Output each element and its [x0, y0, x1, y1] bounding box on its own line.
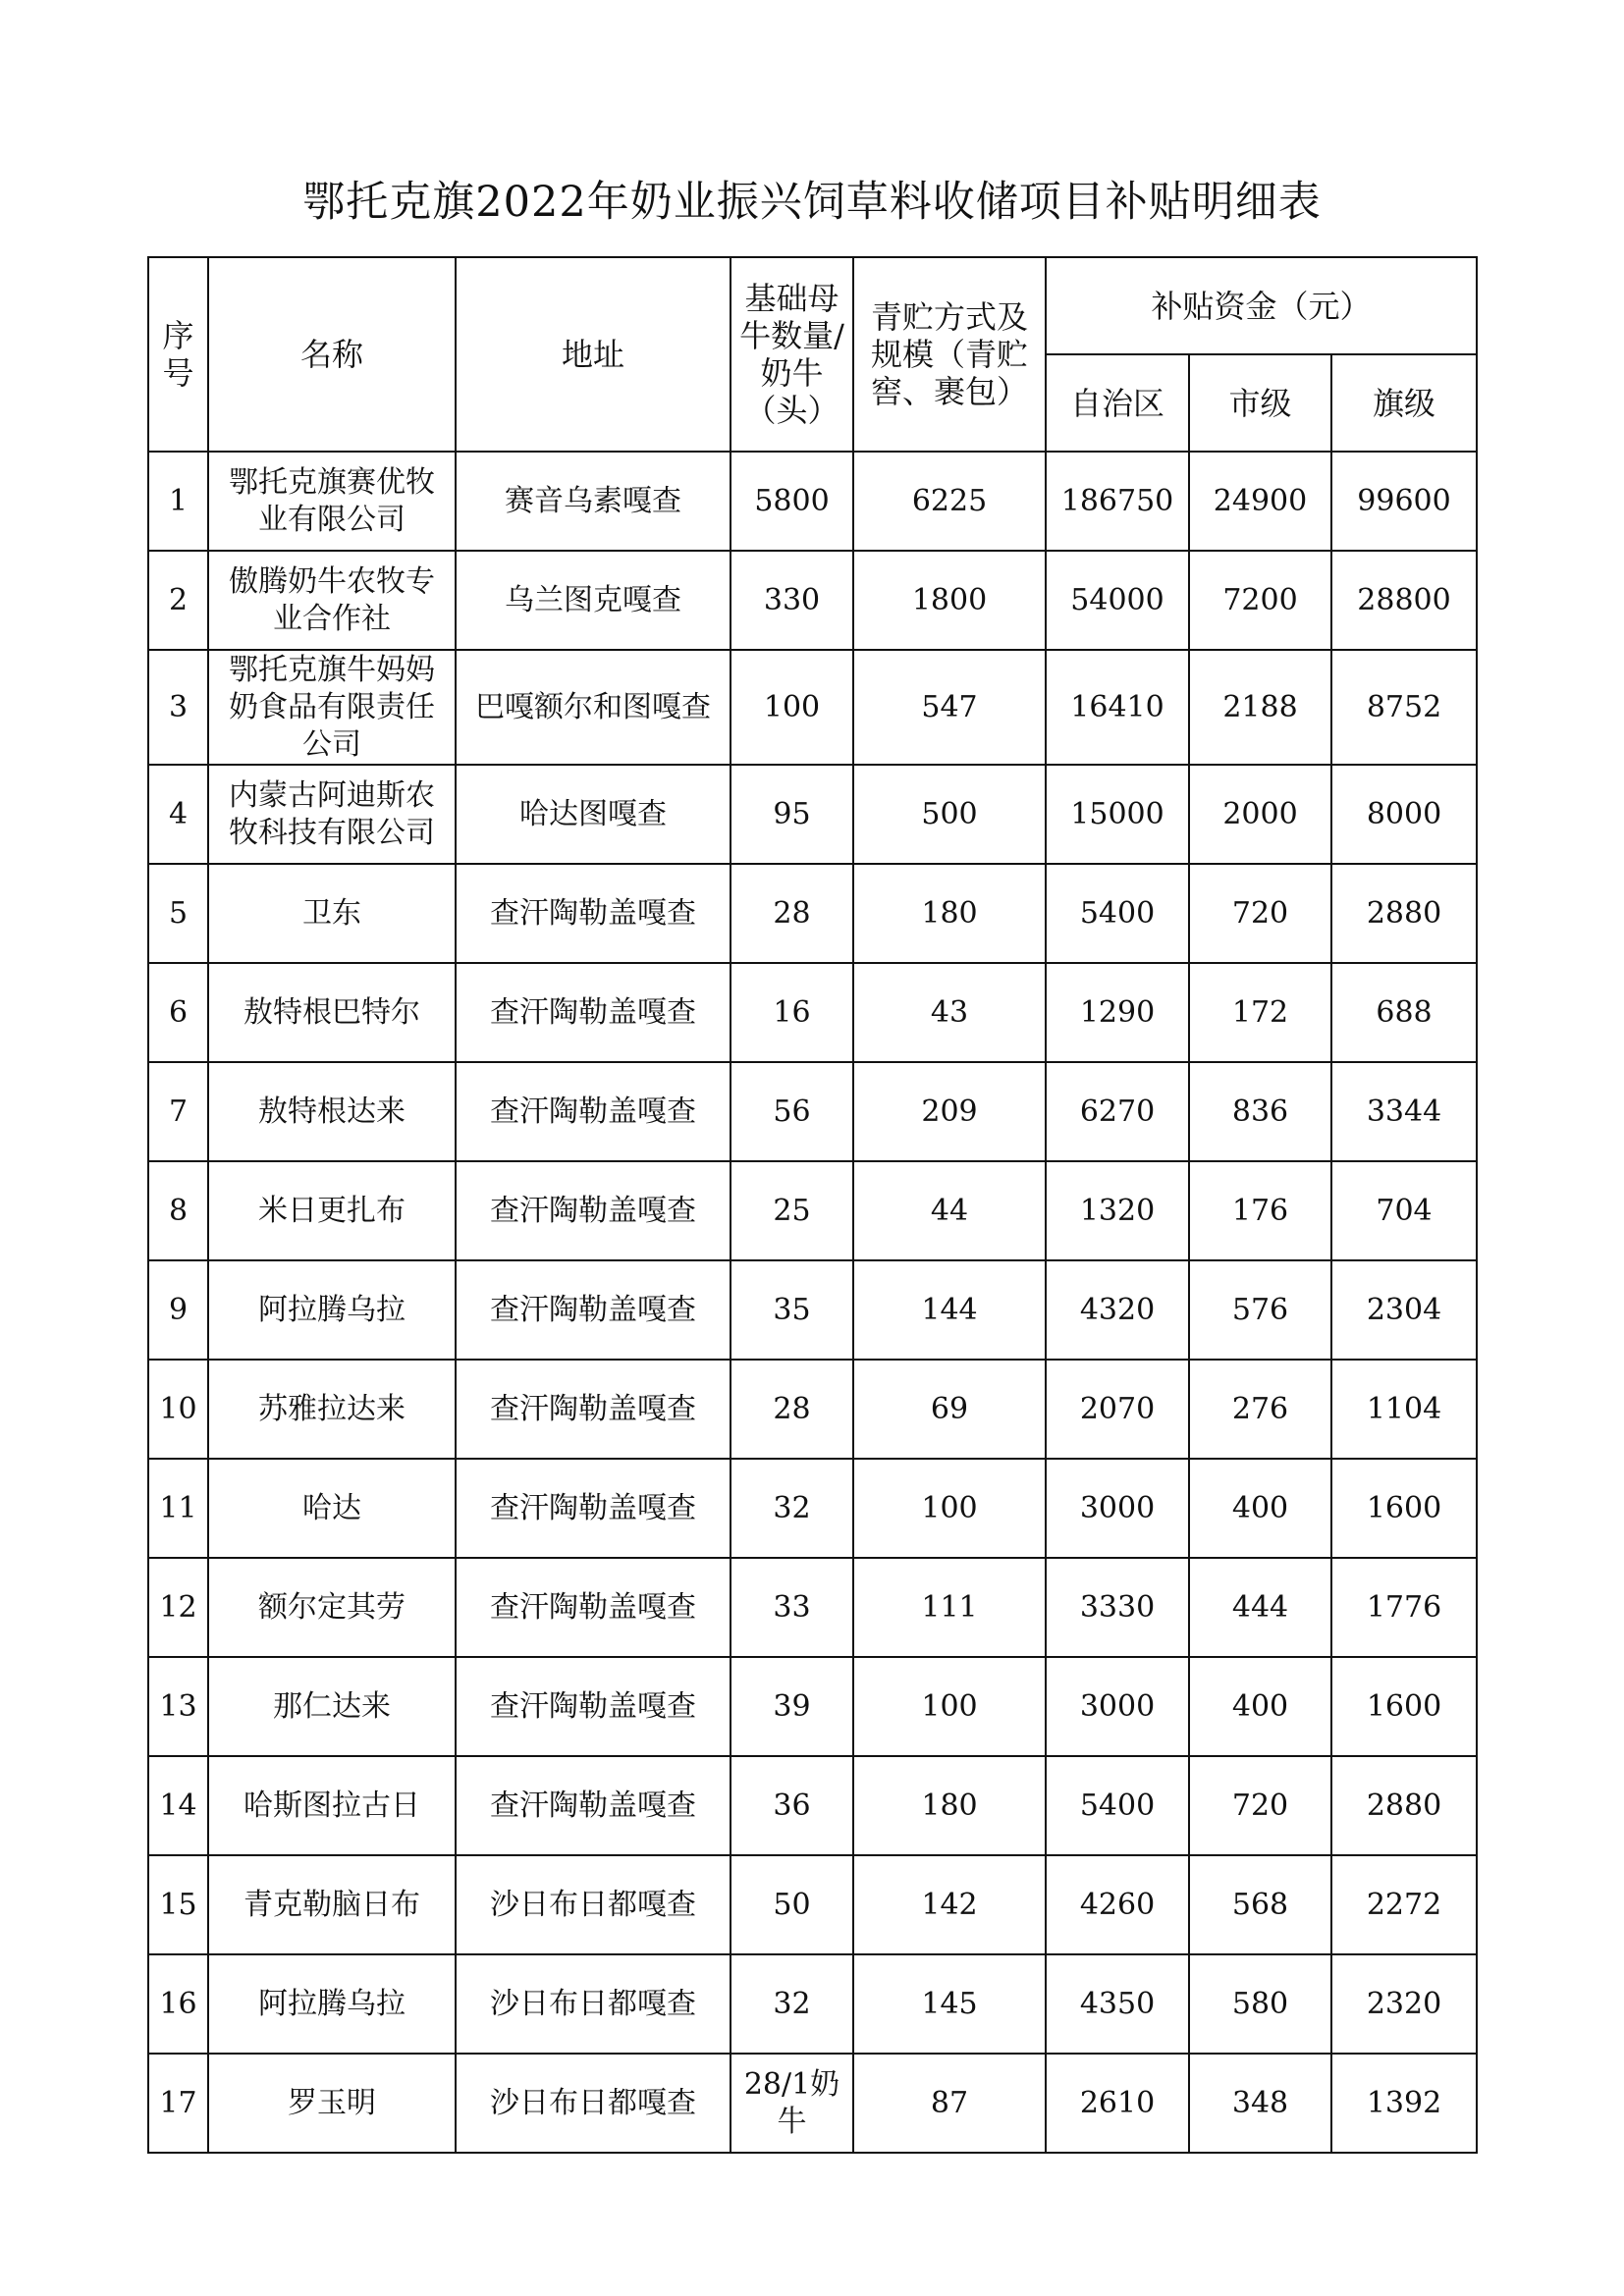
cell-storage: 180: [853, 1756, 1046, 1855]
cell-address: 查汗陶勒盖嘎查: [456, 1657, 731, 1756]
table-row: [148, 963, 1477, 1062]
cell-cows: 39: [731, 1657, 853, 1756]
cell-city: 2000: [1189, 765, 1331, 864]
header-cows: 基础母牛数量/奶牛（头）: [731, 257, 853, 452]
table-row: [148, 1360, 1477, 1459]
header-seq: 序号: [148, 257, 208, 452]
header-banner: 旗级: [1331, 354, 1477, 452]
cell-seq: 2: [148, 551, 208, 650]
cell-name: 敖特根达来: [208, 1062, 456, 1161]
table-body: [148, 452, 1477, 2153]
cell-cows: 32: [731, 1459, 853, 1558]
cell-storage: 69: [853, 1360, 1046, 1459]
cell-banner: 2880: [1331, 864, 1477, 963]
table-row: [148, 1459, 1477, 1558]
cell-banner: 1600: [1331, 1657, 1477, 1756]
table-row: [148, 1558, 1477, 1657]
cell-city: 720: [1189, 864, 1331, 963]
cell-address: 沙日布日都嘎查: [456, 1855, 731, 1954]
header-storage: 青贮方式及规模（青贮窖、裹包）: [853, 257, 1046, 452]
cell-name: 那仁达来: [208, 1657, 456, 1756]
cell-region: 4350: [1046, 1954, 1189, 2054]
cell-name: 阿拉腾乌拉: [208, 1260, 456, 1360]
header-region: 自治区: [1046, 354, 1189, 452]
cell-address: 沙日布日都嘎查: [456, 2054, 731, 2153]
cell-region: 2610: [1046, 2054, 1189, 2153]
cell-seq: 16: [148, 1954, 208, 2054]
cell-cows: 28: [731, 864, 853, 963]
cell-city: 24900: [1189, 452, 1331, 551]
cell-storage: 100: [853, 1657, 1046, 1756]
cell-cows: 33: [731, 1558, 853, 1657]
cell-address: 查汗陶勒盖嘎查: [456, 1062, 731, 1161]
cell-banner: 8000: [1331, 765, 1477, 864]
cell-name: 米日更扎布: [208, 1161, 456, 1260]
cell-banner: 1600: [1331, 1459, 1477, 1558]
cell-name: 傲腾奶牛农牧专业合作社: [208, 551, 456, 650]
cell-cows: 5800: [731, 452, 853, 551]
cell-city: 7200: [1189, 551, 1331, 650]
cell-cows: 36: [731, 1756, 853, 1855]
cell-cows: 35: [731, 1260, 853, 1360]
cell-region: 2070: [1046, 1360, 1189, 1459]
cell-address: 查汗陶勒盖嘎查: [456, 1558, 731, 1657]
cell-cows: 100: [731, 650, 853, 765]
cell-name: 哈斯图拉古日: [208, 1756, 456, 1855]
cell-banner: 688: [1331, 963, 1477, 1062]
header-address: 地址: [456, 257, 731, 452]
cell-region: 4320: [1046, 1260, 1189, 1360]
cell-region: 6270: [1046, 1062, 1189, 1161]
cell-storage: 6225: [853, 452, 1046, 551]
cell-banner: 1776: [1331, 1558, 1477, 1657]
cell-cows: 25: [731, 1161, 853, 1260]
table-row: [148, 452, 1477, 551]
cell-cows: 56: [731, 1062, 853, 1161]
cell-banner: 2880: [1331, 1756, 1477, 1855]
cell-storage: 1800: [853, 551, 1046, 650]
cell-seq: 11: [148, 1459, 208, 1558]
cell-name: 哈达: [208, 1459, 456, 1558]
cell-name: 鄂托克旗牛妈妈奶食品有限责任公司: [208, 650, 456, 765]
table-row: [148, 864, 1477, 963]
cell-region: 16410: [1046, 650, 1189, 765]
cell-banner: 99600: [1331, 452, 1477, 551]
cell-city: 400: [1189, 1459, 1331, 1558]
cell-seq: 6: [148, 963, 208, 1062]
cell-name: 额尔定其劳: [208, 1558, 456, 1657]
cell-name: 阿拉腾乌拉: [208, 1954, 456, 2054]
cell-storage: 87: [853, 2054, 1046, 2153]
table-row: [148, 650, 1477, 765]
table-row: [148, 1161, 1477, 1260]
cell-city: 2188: [1189, 650, 1331, 765]
cell-cows: 32: [731, 1954, 853, 2054]
header-city: 市级: [1189, 354, 1331, 452]
cell-city: 720: [1189, 1756, 1331, 1855]
cell-storage: 500: [853, 765, 1046, 864]
cell-name: 卫东: [208, 864, 456, 963]
table-row: [148, 1062, 1477, 1161]
cell-address: 查汗陶勒盖嘎查: [456, 1360, 731, 1459]
cell-address: 查汗陶勒盖嘎查: [456, 1260, 731, 1360]
cell-address: 哈达图嘎查: [456, 765, 731, 864]
cell-address: 查汗陶勒盖嘎查: [456, 1459, 731, 1558]
page-title: 鄂托克旗2022年奶业振兴饲草料收储项目补贴明细表: [302, 178, 1322, 227]
subsidy-table: [147, 256, 1478, 2154]
cell-name: 罗玉明: [208, 2054, 456, 2153]
cell-region: 1290: [1046, 963, 1189, 1062]
cell-address: 乌兰图克嘎查: [456, 551, 731, 650]
cell-seq: 14: [148, 1756, 208, 1855]
cell-seq: 17: [148, 2054, 208, 2153]
cell-city: 568: [1189, 1855, 1331, 1954]
cell-seq: 15: [148, 1855, 208, 1954]
cell-city: 836: [1189, 1062, 1331, 1161]
cell-cows: 50: [731, 1855, 853, 1954]
cell-cows: 95: [731, 765, 853, 864]
cell-name: 青克勒脑日布: [208, 1855, 456, 1954]
cell-storage: 100: [853, 1459, 1046, 1558]
cell-banner: 28800: [1331, 551, 1477, 650]
cell-seq: 5: [148, 864, 208, 963]
cell-region: 3330: [1046, 1558, 1189, 1657]
cell-storage: 209: [853, 1062, 1046, 1161]
cell-region: 3000: [1046, 1459, 1189, 1558]
cell-seq: 1: [148, 452, 208, 551]
cell-storage: 145: [853, 1954, 1046, 2054]
cell-banner: 8752: [1331, 650, 1477, 765]
cell-address: 查汗陶勒盖嘎查: [456, 963, 731, 1062]
table-row: [148, 1756, 1477, 1855]
cell-banner: 2272: [1331, 1855, 1477, 1954]
cell-address: 巴嘎额尔和图嘎查: [456, 650, 731, 765]
table-row: [148, 1954, 1477, 2054]
cell-city: 444: [1189, 1558, 1331, 1657]
cell-banner: 704: [1331, 1161, 1477, 1260]
header-subsidy: 补贴资金（元）: [1046, 257, 1477, 354]
cell-storage: 111: [853, 1558, 1046, 1657]
cell-cows: 28: [731, 1360, 853, 1459]
cell-banner: 1392: [1331, 2054, 1477, 2153]
cell-region: 186750: [1046, 452, 1189, 551]
cell-seq: 9: [148, 1260, 208, 1360]
cell-seq: 8: [148, 1161, 208, 1260]
cell-seq: 12: [148, 1558, 208, 1657]
cell-address: 沙日布日都嘎查: [456, 1954, 731, 2054]
cell-city: 176: [1189, 1161, 1331, 1260]
cell-city: 276: [1189, 1360, 1331, 1459]
cell-banner: 3344: [1331, 1062, 1477, 1161]
cell-region: 3000: [1046, 1657, 1189, 1756]
cell-banner: 2304: [1331, 1260, 1477, 1360]
cell-seq: 4: [148, 765, 208, 864]
cell-storage: 142: [853, 1855, 1046, 1954]
cell-name: 鄂托克旗赛优牧业有限公司: [208, 452, 456, 551]
cell-region: 15000: [1046, 765, 1189, 864]
cell-cows: 16: [731, 963, 853, 1062]
cell-banner: 2320: [1331, 1954, 1477, 2054]
cell-region: 5400: [1046, 1756, 1189, 1855]
table-row: [148, 1260, 1477, 1360]
cell-region: 4260: [1046, 1855, 1189, 1954]
cell-region: 54000: [1046, 551, 1189, 650]
cell-region: 1320: [1046, 1161, 1189, 1260]
cell-city: 580: [1189, 1954, 1331, 2054]
cell-cows: 28/1奶牛: [731, 2054, 853, 2153]
cell-cows: 330: [731, 551, 853, 650]
cell-city: 172: [1189, 963, 1331, 1062]
cell-seq: 10: [148, 1360, 208, 1459]
cell-address: 查汗陶勒盖嘎查: [456, 1756, 731, 1855]
table-row: [148, 1657, 1477, 1756]
cell-storage: 144: [853, 1260, 1046, 1360]
cell-name: 内蒙古阿迪斯农牧科技有限公司: [208, 765, 456, 864]
cell-storage: 44: [853, 1161, 1046, 1260]
cell-address: 赛音乌素嘎查: [456, 452, 731, 551]
cell-city: 576: [1189, 1260, 1331, 1360]
cell-city: 348: [1189, 2054, 1331, 2153]
cell-name: 敖特根巴特尔: [208, 963, 456, 1062]
cell-address: 查汗陶勒盖嘎查: [456, 864, 731, 963]
cell-storage: 43: [853, 963, 1046, 1062]
cell-seq: 3: [148, 650, 208, 765]
header-name: 名称: [208, 257, 456, 452]
cell-seq: 7: [148, 1062, 208, 1161]
cell-banner: 1104: [1331, 1360, 1477, 1459]
cell-seq: 13: [148, 1657, 208, 1756]
table-row: [148, 2054, 1477, 2153]
table-row: [148, 1855, 1477, 1954]
cell-storage: 547: [853, 650, 1046, 765]
cell-address: 查汗陶勒盖嘎查: [456, 1161, 731, 1260]
cell-region: 5400: [1046, 864, 1189, 963]
cell-name: 苏雅拉达来: [208, 1360, 456, 1459]
cell-city: 400: [1189, 1657, 1331, 1756]
cell-storage: 180: [853, 864, 1046, 963]
table-row: [148, 765, 1477, 864]
table-row: [148, 551, 1477, 650]
